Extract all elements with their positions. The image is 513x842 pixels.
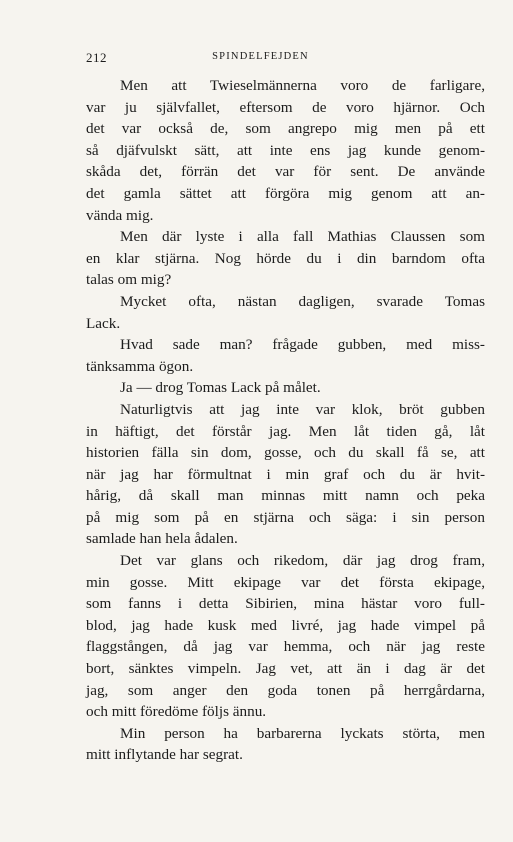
text-line: hårig, då skall man minnas mitt namn och peka — [86, 487, 485, 505]
text-line: Hvad sade man? frågade gubben, med miss- — [120, 336, 485, 354]
text-line: det var också de, som angrepo mig men på ett — [86, 120, 485, 138]
text-line: flaggstången, då jag var hemma, och när jag reste — [86, 638, 485, 656]
text-line: Lack. — [86, 314, 121, 332]
text-line: samlade han hela ådalen. — [86, 530, 238, 548]
text-line: på mig som på en stjärna och säga: i sin person — [86, 508, 485, 526]
body-text — [86, 75, 485, 766]
text-line: vända mig. — [86, 206, 154, 224]
text-line: Mycket ofta, nästan dagligen, svarade Tomas — [120, 292, 485, 310]
text-line: när jag har förmultnat i min graf och du är hvit- — [86, 465, 485, 483]
text-line: och mitt föredöme följs ännu. — [86, 703, 267, 721]
text-line: Ja — drog Tomas Lack på målet. — [120, 379, 321, 397]
text-line: tänksamma ögon. — [86, 357, 194, 375]
text-line: det gamla sättet att förgöra mig genom att an- — [86, 184, 485, 202]
text-line: Min person ha barbarerna lyckats störta, men — [120, 724, 485, 742]
page-number: 212 — [86, 50, 107, 65]
text-line: min gosse. Mitt ekipage var det första ekipage, — [86, 573, 485, 591]
text-line: mitt inflytande har segrat. — [86, 746, 243, 764]
text-line: blod, jag hade kusk med livré, jag hade vimpel på — [86, 616, 485, 634]
text-line: var ju självfallet, eftersom de voro hjärnor. Och — [86, 98, 485, 116]
text-line: skåda det, förrän det var för sent. De använde — [86, 163, 485, 181]
page-header — [86, 50, 435, 68]
text-line: in häftigt, det förstår jag. Men låt tiden gå, låt — [86, 422, 485, 440]
text-line: som fanns i detta Sibirien, mina hästar voro full- — [86, 595, 485, 613]
text-line: bort, sänktes vimpeln. Jag vet, att än i dag är det — [86, 660, 485, 678]
text-line: jag, som anger den goda tonen på herrgårdarna, — [86, 681, 485, 699]
text-line: Men där lyste i alla fall Mathias Claussen som — [120, 228, 485, 246]
text-line: Det var glans och rikedom, där jag drog fram, — [120, 552, 485, 570]
text-line: en klar stjärna. Nog hörde du i din barndom ofta — [86, 249, 485, 267]
text-line: Naturligtvis att jag inte var klok, bröt gubben — [120, 400, 485, 418]
text-line: så djäfvulskt sätt, att inte ens jag kunde genom- — [86, 141, 485, 159]
text-line: historien fälla sin dom, gosse, och du skall få se, att — [86, 444, 485, 462]
text-line: talas om mig? — [86, 271, 172, 289]
running-head: SPINDELFEJDEN — [212, 51, 309, 62]
text-line: Men att Twieselmännerna voro de farligare, — [120, 77, 485, 94]
